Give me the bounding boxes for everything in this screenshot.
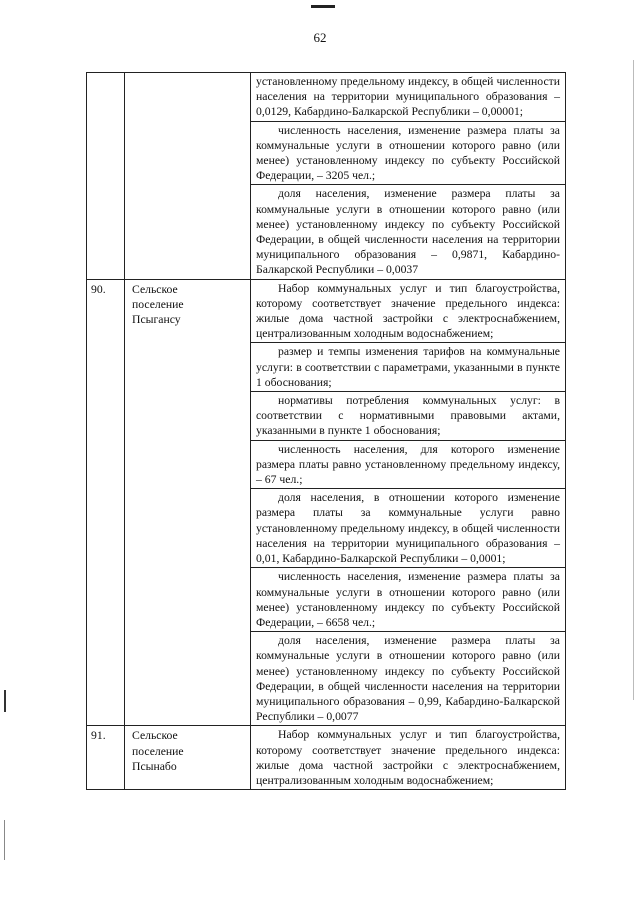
scan-mark-left-lower — [4, 820, 5, 860]
table-row — [87, 726, 566, 790]
settlement-name-line: поселение — [132, 297, 184, 311]
description-paragraph: установленному предельному индексу, в общей численности населения на территории муниципального образования – 0,0129, Кабардино-Балкарской Республики – 0,00001; — [256, 75, 560, 119]
row-number: 91. — [91, 729, 106, 743]
description-cell — [251, 73, 566, 280]
settlement-name-cell — [125, 279, 251, 726]
description-paragraph: Набор коммунальных услуг и тип благоустройства, которому соответствует значение предельного индекса: жилые дома частной застройки с электроснабжением, централизованным холодным водоснабжением; — [256, 728, 560, 787]
page-number: 62 — [313, 30, 327, 45]
scan-mark-left — [4, 690, 6, 712]
table-row — [87, 73, 566, 280]
scan-mark-top — [311, 5, 335, 8]
description-paragraph: доля населения, в отношении которого изменение размера платы за коммунальные услуги равно установленному предельному индексу, в общей численности населения на территории муниципального образования – 0,01, Кабардино-Балкарской Республики – 0,0001; — [251, 488, 565, 567]
settlement-name-cell — [125, 73, 251, 280]
settlement-name-cell — [125, 726, 251, 790]
settlement-name-line: Псынабо — [132, 759, 177, 773]
table-body — [87, 73, 566, 790]
document-table — [86, 72, 566, 790]
description-paragraph: размер и темпы изменения тарифов на коммунальные услуги: в соответствии с параметрами, указанными в пункте 1 обоснования; — [251, 342, 565, 391]
settlement-name-line: Сельское — [132, 282, 178, 296]
settlement-name-line: поселение — [132, 744, 184, 758]
row-number-cell — [87, 726, 125, 790]
row-number-cell — [87, 279, 125, 726]
scan-mark-right — [633, 60, 634, 700]
description-paragraph: нормативы потребления коммунальных услуг: в соответствии с нормативными правовыми актами, указанными в пункте 1 обоснования; — [251, 391, 565, 440]
description-paragraph: численность населения, для которого изменение размера платы равно установленному предельному индексу, – 67 чел.; — [251, 440, 565, 489]
row-number: 90. — [91, 282, 106, 296]
description-paragraph: численность населения, изменение размера платы за коммунальные услуги в отношении которого равно (или менее) установленному индексу по субъекту Российской Федерации, – 6658 чел.; — [251, 567, 565, 631]
description-cell — [251, 279, 566, 726]
description-paragraph: доля населения, изменение размера платы за коммунальные услуги в отношении которого равно (или менее) установленному индексу по субъекту Российской Федерации, в общей численности населения на территории муниципального образования – 0,9871, Кабардино-Балкарской Республики – 0,0037 — [251, 184, 565, 278]
settlement-name-line: Сельское — [132, 729, 178, 743]
description-cell — [251, 726, 566, 790]
description-paragraph: численность населения, изменение размера платы за коммунальные услуги в отношении которого равно (или менее) установленному индексу по субъекту Российской Федерации, – 3205 чел.; — [251, 121, 565, 185]
description-paragraph: Набор коммунальных услуг и тип благоустройства, которому соответствует значение предельного индекса: жилые дома частной застройки с электроснабжением, централизованным холодным водоснабжением; — [256, 281, 560, 341]
table-row — [87, 279, 566, 726]
settlement-name-line: Псыгансу — [132, 313, 181, 327]
row-number-cell — [87, 73, 125, 280]
description-paragraph: доля населения, изменение размера платы за коммунальные услуги в отношении которого равно (или менее) установленному индексу по субъекту Российской Федерации, в общей численности населения на территории муниципального образования – 0,99, Кабардино-Балкарской Республики – 0,0077 — [251, 631, 565, 725]
